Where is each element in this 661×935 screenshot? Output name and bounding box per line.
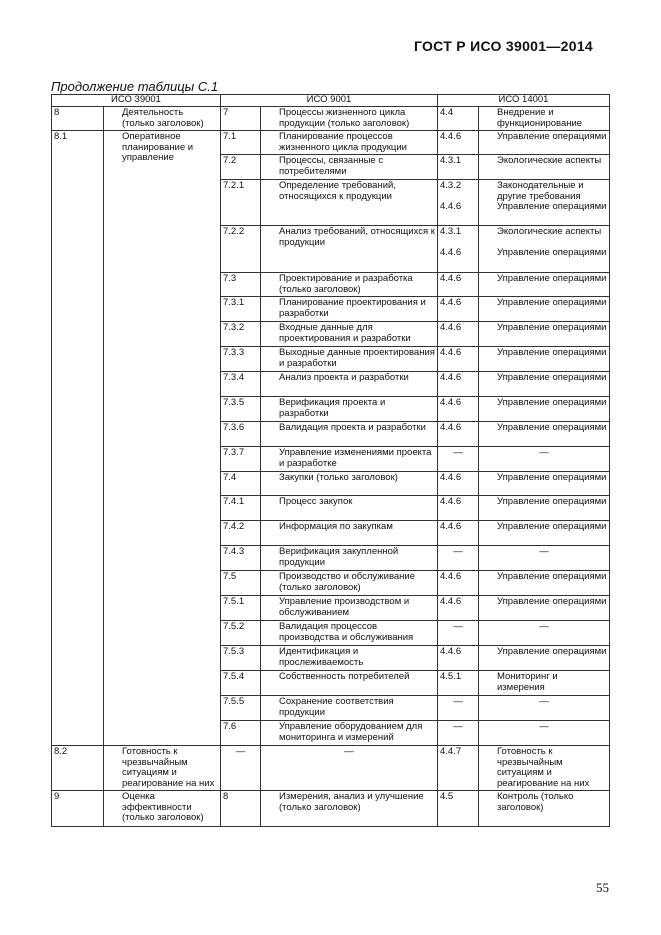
- iso9001-clause-title: Анализ проекта и разработки: [261, 372, 438, 397]
- column-header-iso9001: ИСО 9001: [221, 95, 438, 107]
- iso9001-clause-number: 7.3.7: [221, 447, 261, 472]
- iso14001-clause-number: —: [438, 621, 479, 646]
- table-row: [52, 746, 610, 791]
- iso14001-clause-number: 4.4.6: [440, 247, 462, 258]
- table-caption: Продолжение таблицы С.1: [51, 79, 219, 94]
- iso9001-clause-number: 7.5.4: [221, 671, 261, 696]
- iso14001-clause-number: 4.4.6: [438, 322, 479, 347]
- iso14001-clause-number: 4.4.6: [438, 372, 479, 397]
- column-header-iso14001: ИСО 14001: [438, 95, 610, 107]
- iso9001-clause-number: 7.3.3: [221, 347, 261, 372]
- iso39001-clause-number: 8.1: [52, 131, 104, 746]
- iso14001-clause-title: Управление операциями: [497, 247, 607, 258]
- iso14001-clause-number: —: [438, 447, 479, 472]
- iso14001-clause-number: —: [438, 546, 479, 571]
- iso14001-clause-titles: [479, 180, 610, 226]
- iso14001-clause-number: 4.4.6: [438, 571, 479, 596]
- iso39001-clause-number: 9: [52, 791, 104, 827]
- iso9001-clause-title: Верификация закупленной продукции: [261, 546, 438, 571]
- iso14001-clause-title: Управление операциями: [479, 372, 610, 397]
- iso9001-clause-number: —: [221, 746, 261, 791]
- iso14001-clause-number: 4.4.6: [438, 273, 479, 297]
- iso9001-clause-title: Определение требований, относящихся к продукции: [261, 180, 438, 226]
- iso14001-clause-title: Управление операциями: [479, 646, 610, 671]
- table-row: [52, 131, 610, 155]
- iso14001-clause-number: 4.4.6: [438, 422, 479, 447]
- iso9001-clause-number: 7.6: [221, 721, 261, 746]
- iso9001-clause-number: 7.4.2: [221, 521, 261, 546]
- iso39001-clause-title: Оперативное планирование и управление: [104, 131, 221, 746]
- iso39001-clause-title: Готовность к чрезвычайным ситуациям и реагирование на них: [104, 746, 221, 791]
- correspondence-table: [51, 94, 610, 827]
- iso14001-clause-number: —: [438, 696, 479, 721]
- iso9001-clause-number: 7: [221, 107, 261, 131]
- iso14001-clause-numbers: [438, 180, 479, 226]
- table-header-row: [52, 95, 610, 107]
- iso9001-clause-title: Управление изменениями проекта и разработке: [261, 447, 438, 472]
- iso9001-clause-title: Процесс закупок: [261, 496, 438, 521]
- iso14001-clause-titles: [479, 226, 610, 273]
- iso14001-clause-number: 4.3.1: [440, 226, 462, 237]
- iso9001-clause-title: Собственность потребителей: [261, 671, 438, 696]
- iso14001-clause-title: Управление операциями: [479, 297, 610, 322]
- iso9001-clause-number: 7.4.3: [221, 546, 261, 571]
- iso9001-clause-title: Информация по закупкам: [261, 521, 438, 546]
- iso9001-clause-number: 8: [221, 791, 261, 827]
- iso14001-clause-title: Управление операциями: [479, 472, 610, 496]
- iso9001-clause-number: 7.2.1: [221, 180, 261, 226]
- iso14001-clause-title: Управление операциями: [479, 131, 610, 155]
- iso14001-clause-number: 4.3.1: [438, 155, 479, 180]
- iso9001-clause-number: 7.3.1: [221, 297, 261, 322]
- page-number: 55: [596, 880, 609, 895]
- iso14001-clause-title: Управление операциями: [479, 422, 610, 447]
- iso9001-clause-title: Валидация проекта и разработки: [261, 422, 438, 447]
- iso9001-clause-number: 7.5.1: [221, 596, 261, 621]
- iso9001-clause-title: Процессы жизненного цикла продукции (только заголовок): [261, 107, 438, 131]
- iso14001-clause-number: 4.4.6: [438, 297, 479, 322]
- iso9001-clause-title: Планирование проектирования и разработки: [261, 297, 438, 322]
- iso14001-clause-title: Мониторинг и измерения: [479, 671, 610, 696]
- iso14001-clause-title: —: [479, 447, 610, 472]
- iso14001-clause-numbers: [438, 226, 479, 273]
- iso14001-clause-number: 4.4.7: [438, 746, 479, 791]
- iso9001-clause-title: Планирование процессов жизненного цикла продукции: [261, 131, 438, 155]
- iso9001-clause-title: Управление оборудованием для мониторинга и измерений: [261, 721, 438, 746]
- table-row: [52, 791, 610, 827]
- iso14001-clause-title: Законодательные и другие требования: [497, 180, 584, 202]
- iso14001-clause-title: Управление операциями: [479, 521, 610, 546]
- iso9001-clause-number: 7.3: [221, 273, 261, 297]
- iso9001-clause-title: Идентификация и прослеживаемость: [261, 646, 438, 671]
- iso39001-clause-title: Оценка эффективности (только заголовок): [104, 791, 221, 827]
- iso39001-clause-number: 8: [52, 107, 104, 131]
- iso9001-clause-title: Измерения, анализ и улучшение (только заголовок): [261, 791, 438, 827]
- iso14001-clause-number: 4.4.6: [438, 496, 479, 521]
- iso14001-clause-title: —: [479, 621, 610, 646]
- iso9001-clause-title: Выходные данные проектирования и разработки: [261, 347, 438, 372]
- iso14001-clause-number: 4.4: [438, 107, 479, 131]
- iso14001-clause-number: 4.5: [438, 791, 479, 827]
- iso14001-clause-title: Управление операциями: [497, 201, 607, 212]
- iso9001-clause-number: 7.3.5: [221, 397, 261, 422]
- iso14001-clause-title: Готовность к чрезвычайным ситуациям и реагирование на них: [479, 746, 610, 791]
- iso9001-clause-title: Валидация процессов производства и обслуживания: [261, 621, 438, 646]
- iso14001-clause-title: Экологические аспекты: [479, 155, 610, 180]
- iso9001-clause-title: Верификация проекта и разработки: [261, 397, 438, 422]
- iso9001-clause-title: Анализ требований, относящихся к продукции: [261, 226, 438, 273]
- iso39001-clause-number: 8.2: [52, 746, 104, 791]
- iso14001-clause-number: 4.3.2: [440, 180, 462, 191]
- iso14001-clause-title: Управление операциями: [479, 322, 610, 347]
- iso9001-clause-title: Производство и обслуживание (только заголовок): [261, 571, 438, 596]
- iso9001-clause-number: 7.5: [221, 571, 261, 596]
- iso14001-clause-title: —: [479, 696, 610, 721]
- iso14001-clause-number: 4.4.6: [438, 646, 479, 671]
- iso9001-clause-title: Входные данные для проектирования и разработки: [261, 322, 438, 347]
- iso14001-clause-title: Управление операциями: [479, 397, 610, 422]
- iso14001-clause-number: 4.4.6: [438, 131, 479, 155]
- iso14001-clause-title: Управление операциями: [479, 596, 610, 621]
- iso14001-clause-number: 4.4.6: [438, 472, 479, 496]
- table-row: [52, 107, 610, 131]
- iso14001-clause-number: 4.4.6: [438, 521, 479, 546]
- iso14001-clause-title: —: [479, 721, 610, 746]
- iso14001-clause-number: 4.4.6: [438, 397, 479, 422]
- iso39001-clause-title: Деятельность (только заголовок): [104, 107, 221, 131]
- iso14001-clause-number: —: [438, 721, 479, 746]
- iso9001-clause-number: 7.4: [221, 472, 261, 496]
- iso14001-clause-title: Экологические аспекты: [497, 226, 602, 237]
- iso14001-clause-title: Управление операциями: [479, 496, 610, 521]
- iso9001-clause-number: 7.1: [221, 131, 261, 155]
- iso9001-clause-number: 7.5.2: [221, 621, 261, 646]
- iso14001-clause-number: 4.4.6: [440, 201, 462, 212]
- iso9001-clause-number: 7.2.2: [221, 226, 261, 273]
- iso9001-clause-number: 7.3.2: [221, 322, 261, 347]
- iso14001-clause-title: —: [479, 546, 610, 571]
- iso14001-clause-title: Внедрение и функционирование: [479, 107, 610, 131]
- iso9001-clause-title: Управление производством и обслуживанием: [261, 596, 438, 621]
- iso9001-clause-number: 7.3.4: [221, 372, 261, 397]
- iso14001-clause-title: Управление операциями: [479, 571, 610, 596]
- iso9001-clause-title: Проектирование и разработка (только заголовок): [261, 273, 438, 297]
- iso9001-clause-title: —: [261, 746, 438, 791]
- iso9001-clause-number: 7.5.3: [221, 646, 261, 671]
- iso14001-clause-number: 4.4.6: [438, 596, 479, 621]
- iso9001-clause-number: 7.4.1: [221, 496, 261, 521]
- column-header-iso39001: ИСО 39001: [52, 95, 221, 107]
- iso9001-clause-number: 7.3.6: [221, 422, 261, 447]
- iso14001-clause-number: 4.5.1: [438, 671, 479, 696]
- iso14001-clause-title: Управление операциями: [479, 273, 610, 297]
- iso9001-clause-number: 7.2: [221, 155, 261, 180]
- standard-header: ГОСТ Р ИСО 39001—2014: [413, 38, 593, 54]
- iso14001-clause-number: 4.4.6: [438, 347, 479, 372]
- iso14001-clause-title: Контроль (только заголовок): [479, 791, 610, 827]
- iso14001-clause-title: Управление операциями: [479, 347, 610, 372]
- iso9001-clause-title: Сохранение соответствия продукции: [261, 696, 438, 721]
- iso9001-clause-number: 7.5.5: [221, 696, 261, 721]
- iso9001-clause-title: Закупки (только заголовок): [261, 472, 438, 496]
- iso9001-clause-title: Процессы, связанные с потребителями: [261, 155, 438, 180]
